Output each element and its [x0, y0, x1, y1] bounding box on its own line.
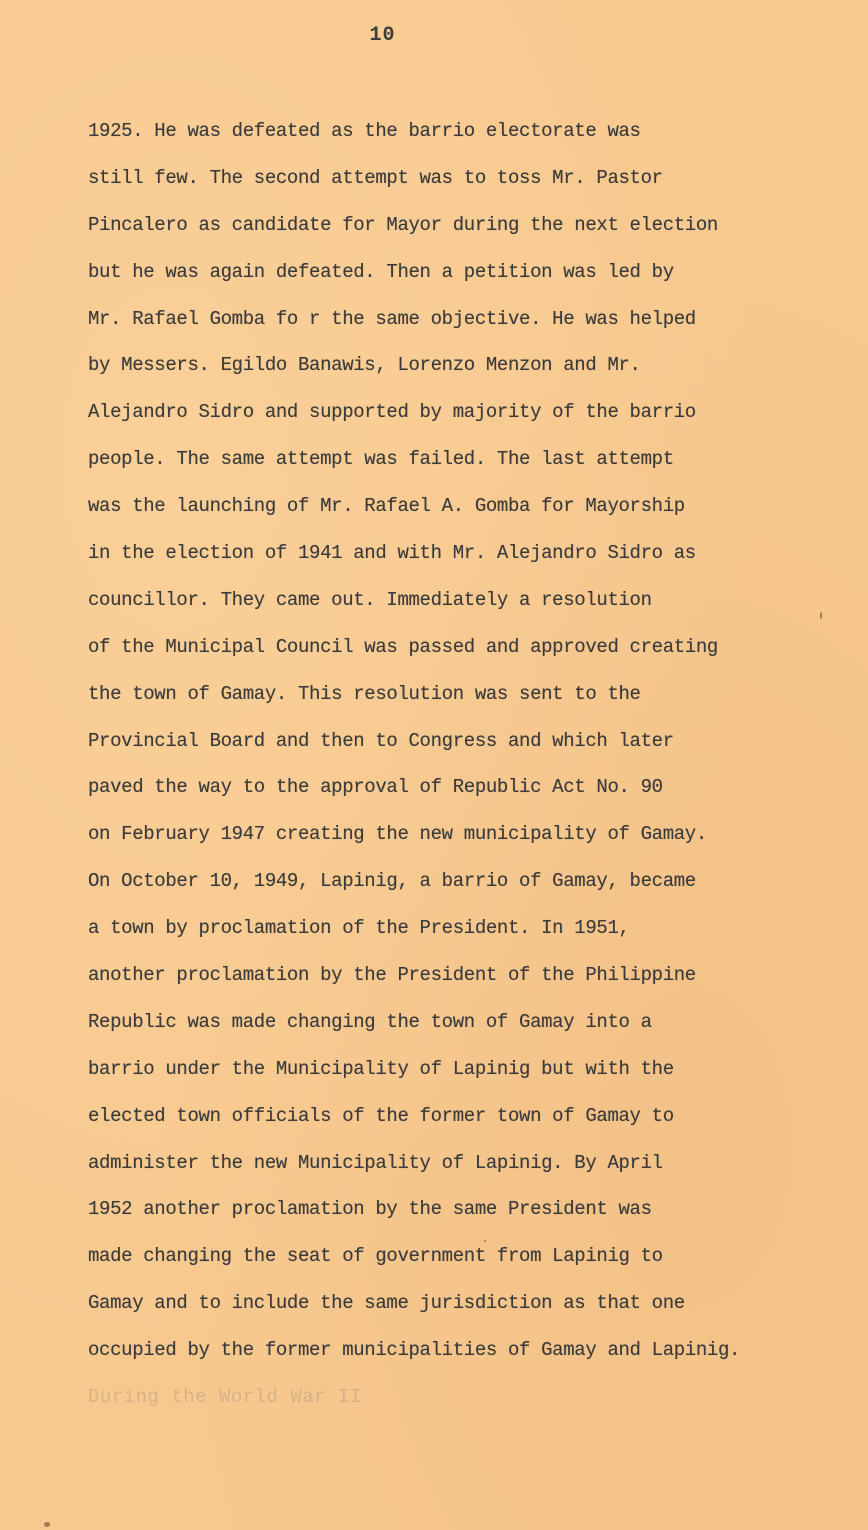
text-line: on February 1947 creating the new municipality of Gamay. [88, 823, 707, 846]
text-line: 1925. He was defeated as the barrio electorate was [88, 120, 641, 142]
text-line: administer the new Municipality of Lapinig. By April [88, 1151, 663, 1174]
text-line: Pincalero as candidate for Mayor during the next election [88, 213, 718, 236]
body-text [88, 108, 848, 1421]
text-line: in the election of 1941 and with Mr. Alejandro Sidro as [88, 542, 696, 565]
text-line: was the launching of Mr. Rafael A. Gomba for Mayorship [88, 495, 685, 518]
text-line: people. The same attempt was failed. The last attempt [88, 448, 674, 471]
paper-speck [820, 612, 822, 619]
text-line: paved the way to the approval of Republic Act No. 90 [88, 776, 663, 799]
text-line: a town by proclamation of the President. In 1951, [88, 917, 630, 940]
text-line: Gamay and to include the same jurisdiction as that one [88, 1292, 685, 1315]
faded-bleedthrough-line: During the World War II [88, 1386, 362, 1409]
text-line: councillor. They came out. Immediately a resolution [88, 588, 652, 611]
text-line: elected town officials of the former town of Gamay to [88, 1104, 674, 1127]
text-line: occupied by the former municipalities of Gamay and Lapinig. [88, 1339, 741, 1362]
text-line: another proclamation by the President of the Philippine [88, 964, 696, 987]
text-line: but he was again defeated. Then a petition was led by [88, 260, 674, 283]
paper-speck [484, 1240, 486, 1242]
text-line: 1952 another proclamation by the same President was [88, 1198, 652, 1221]
page-number: 10 [369, 24, 396, 47]
text-line: the town of Gamay. This resolution was sent to the [88, 682, 641, 705]
text-line: On October 10, 1949, Lapinig, a barrio of Gamay, became [88, 870, 696, 893]
text-line: Republic was made changing the town of Gamay into a [88, 1010, 652, 1033]
text-line: by Messers. Egildo Banawis, Lorenzo Menzon and Mr. [88, 354, 641, 377]
text-line: Mr. Rafael Gomba fo r the same objective. He was helped [88, 307, 696, 330]
paper-speck [44, 1522, 50, 1527]
text-line: barrio under the Municipality of Lapinig but with the [88, 1057, 674, 1080]
text-line: Provincial Board and then to Congress and which later [88, 729, 674, 752]
text-line: Alejandro Sidro and supported by majority of the barrio [88, 401, 696, 424]
text-line: of the Municipal Council was passed and approved creating [88, 635, 718, 658]
text-line: made changing the seat of government from Lapinig to [88, 1245, 663, 1268]
text-line: still few. The second attempt was to toss Mr. Pastor [88, 166, 663, 189]
